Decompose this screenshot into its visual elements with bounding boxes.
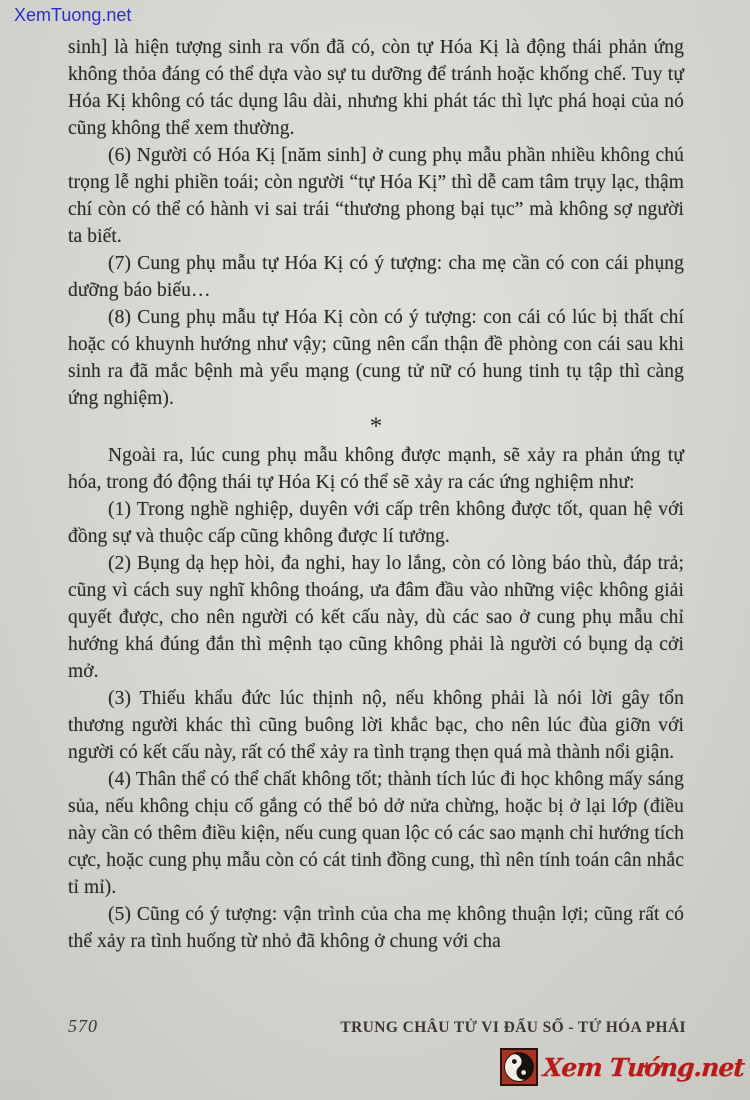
paragraph-item-2: (2) Bụng dạ hẹp hòi, đa nghi, hay lo lắng, còn có lòng báo thù, đáp trả; cũng vì cách suy nghĩ không thoáng, ưa đâm đầu vào những việc không giải quyết được, cho nên người có kết cấu này, dù các sao ở cung phụ mẫu chỉ hướng khá đúng đắn thì mệnh tạo cũng không phải là người có bụng dạ cởi mở. [68, 553, 684, 682]
paragraph-continuation: sinh] là hiện tượng sinh ra vốn đã có, còn tự Hóa Kị là động thái phản ứng không thỏa đáng có thể dựa vào sự tu dưỡng để tránh hoặc khống chế. Tuy tự Hóa Kị không có tác dụng lâu dài, nhưng khi phát tác thì lực phá hoại của nó cũng không thể xem thường. [68, 37, 684, 139]
paragraph-item-3: (3) Thiếu khẩu đức lúc thịnh nộ, nếu không phải là nói lời gây tổn thương người khác thì cũng buông lời khắc bạc, cho nên lúc đùa giỡn với người có kết cấu này, rất có thể xảy ra tình trạng thẹn quá mà thành nổi giận. [68, 688, 684, 763]
paragraph-item-4: (4) Thân thể có thể chất không tốt; thành tích lúc đi học không mấy sáng sủa, nếu không chịu cố gắng có thể bỏ dở nửa chừng, hoặc bị ở lại lớp (điều này cần có thêm điều kiện, nếu cung quan lộc có các sao mạnh chỉ hướng tích cực, hoặc cung phụ mẫu còn có cát tinh đồng cung, thì nên tính toán cân nhắc tỉ mỉ). [68, 769, 684, 898]
paragraph-item-8: (8) Cung phụ mẫu tự Hóa Kị còn có ý tượng: con cái có lúc bị thất chí hoặc có khuynh hướng như vậy; cũng nên cẩn thận đề phòng con cái sau khi sinh ra đã mắc bệnh mà yểu mạng (cung tử nữ có hung tinh tụ tập thì càng ứng nghiệm). [68, 307, 684, 409]
page-footer [68, 1016, 686, 1037]
xemtuong-site-link[interactable]: XemTuong.net [14, 5, 132, 25]
yin-yang-icon [500, 1048, 538, 1086]
book-title: TRUNG CHÂU TỬ VI ĐẨU SỐ - TỨ HÓA PHÁI [340, 1019, 686, 1036]
paragraph-item-5: (5) Cũng có ý tượng: vận trình của cha mẹ không thuận lợi; cũng rất có thể xảy ra tình huống từ nhỏ đã không ở chung với cha [68, 904, 684, 952]
asterisk-separator: * [369, 413, 383, 440]
paragraph-item-7: (7) Cung phụ mẫu tự Hóa Kị có ý tượng: cha mẹ cần có con cái phụng dưỡng báo biếu… [68, 253, 684, 301]
xemtuong-watermark [500, 1048, 744, 1086]
page-number: 570 [68, 1016, 98, 1036]
paragraph-ngoai-ra: Ngoài ra, lúc cung phụ mẫu không được mạnh, sẽ xảy ra phản ứng tự hóa, trong đó động thái tự Hóa Kị có thể sẽ xảy ra các ứng nghiệm như: [68, 445, 684, 493]
paragraph-item-1: (1) Trong nghề nghiệp, duyên với cấp trên không được tốt, quan hệ với đồng sự và thuộc cấp cũng không được lí tưởng. [68, 499, 684, 547]
paragraph-item-6: (6) Người có Hóa Kị [năm sinh] ở cung phụ mẫu phần nhiều không chú trọng lễ nghi phiền toái; còn người “tự Hóa Kị” thì dễ cam tâm trụy lạc, thậm chí còn có thể có hành vi sai trái “thương phong bại tục” mà không sợ người ta biết. [68, 145, 684, 247]
page-text-block [68, 34, 684, 955]
watermark-text: Xem Tướng.net [542, 1052, 746, 1082]
